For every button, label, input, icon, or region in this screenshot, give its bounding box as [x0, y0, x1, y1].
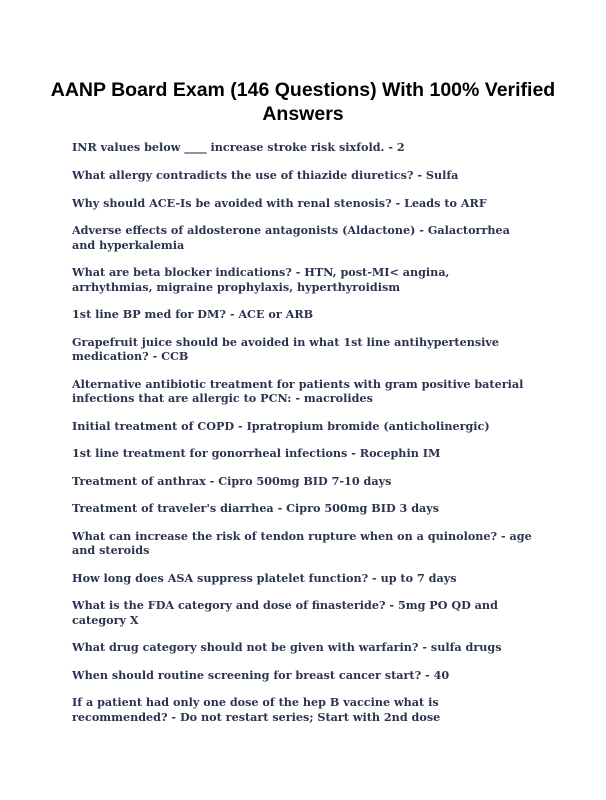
question-text: What is the FDA category and dose of finasteride?: [72, 598, 386, 613]
answer-text: Ipratropium bromide (anticholinergic): [246, 418, 490, 433]
answer-text: Rocephin IM: [359, 446, 441, 461]
answer-text: age and steroids: [72, 528, 532, 558]
question-text: Treatment of traveler's diarrhea: [72, 501, 274, 516]
answer-text: Galactorrhea and hyperkalemia: [72, 223, 510, 252]
question-text: What can increase the risk of tendon rupture when on a quinolone?: [72, 528, 498, 543]
question-text: When should routine screening for breast cancer start?: [72, 667, 422, 682]
question-text: Why should ACE-Is be avoided with renal stenosis?: [72, 195, 392, 210]
question-text: What are beta blocker indications?: [72, 265, 292, 280]
question-text: 1st line treatment for gonorrheal infections: [72, 446, 348, 461]
answer-text: Leads to ARF: [404, 195, 487, 210]
qa-item: 1st line BP med for DM? - ACE or ARB: [72, 307, 314, 322]
question-text: Initial treatment of COPD: [72, 418, 235, 433]
answer-text: macrolides: [303, 391, 373, 406]
answer-text: Cipro 500mg BID 3 days: [286, 501, 440, 516]
qa-item: What are beta blocker indications? - HTN, post-MI< angina, arrhythmias, migraine prophylaxis, hyperthyroidism: [72, 265, 450, 294]
question-text: Alternative antibiotic treatment for patients with gram positive baterial infections that are allergic to PCN:: [72, 376, 524, 406]
answer-text: Cipro 500mg BID 7-10 days: [218, 473, 392, 488]
question-text: Treatment of anthrax: [72, 473, 206, 488]
qa-item: Adverse effects of aldosterone antagonists (Aldactone) - Galactorrhea and hyperkalemia: [72, 223, 510, 252]
answer-text: HTN, post-MI< angina, arrhythmias, migraine prophylaxis, hyperthyroidism: [72, 265, 450, 294]
qa-item: Why should ACE-Is be avoided with renal stenosis? - Leads to ARF: [72, 195, 487, 210]
question-text: How long does ASA suppress platelet function?: [72, 570, 369, 585]
answer-text: 2: [396, 140, 405, 154]
question-text: What drug category should not be given with warfarin?: [72, 640, 419, 655]
question-text: What allergy contradicts the use of thiazide diuretics?: [72, 168, 414, 183]
qa-item: When should routine screening for breast cancer start? - 40: [72, 667, 450, 682]
answer-text: up to 7 days: [380, 570, 457, 585]
qa-item: 1st line treatment for gonorrheal infections - Rocephin IM: [72, 446, 441, 461]
qa-list: [72, 140, 532, 737]
qa-item: What drug category should not be given with warfarin? - sulfa drugs: [72, 640, 502, 655]
qa-item: INR values below ____ increase stroke risk sixfold. - 2: [72, 140, 405, 154]
qa-item: Alternative antibiotic treatment for patients with gram positive baterial infections that are allergic to PCN: - macrolides: [72, 376, 524, 406]
answer-text: CCB: [161, 349, 189, 364]
qa-item: Grapefruit juice should be avoided in what 1st line antihypertensive medication? - CCB: [72, 334, 499, 364]
answer-text: ACE or ARB: [238, 307, 314, 322]
question-text: 1st line BP med for DM?: [72, 307, 226, 322]
qa-item: Initial treatment of COPD - Ipratropium bromide (anticholinergic): [72, 418, 490, 433]
question-text: INR values below ____ increase stroke risk sixfold.: [72, 140, 385, 154]
qa-item: Treatment of anthrax - Cipro 500mg BID 7-10 days: [72, 473, 392, 488]
answer-text: sulfa drugs: [430, 640, 502, 655]
qa-item: How long does ASA suppress platelet function? - up to 7 days: [72, 570, 457, 585]
qa-item: What allergy contradicts the use of thiazide diuretics? - Sulfa: [72, 168, 459, 183]
document-title: AANP Board Exam (146 Questions) With 100% Verified Answers: [50, 79, 556, 125]
question-text: Grapefruit juice should be avoided in what 1st line antihypertensive medication?: [72, 334, 499, 364]
question-text: If a patient had only one dose of the hep B vaccine what is recommended?: [72, 695, 439, 724]
question-text: Adverse effects of aldosterone antagonists (Aldactone): [72, 223, 416, 238]
answer-text: 5mg PO QD and category X: [72, 598, 498, 627]
answer-text: Sulfa: [425, 168, 459, 183]
qa-item: What can increase the risk of tendon rupture when on a quinolone? - age and steroids: [72, 528, 532, 558]
answer-text: 40: [433, 667, 450, 682]
qa-item: Treatment of traveler's diarrhea - Cipro 500mg BID 3 days: [72, 501, 440, 516]
answer-text: Do not restart series; Start with 2nd dose: [179, 709, 441, 724]
qa-item: What is the FDA category and dose of finasteride? - 5mg PO QD and category X: [72, 598, 498, 627]
qa-item: If a patient had only one dose of the hep B vaccine what is recommended? - Do not restart series; Start with 2nd dose: [72, 695, 441, 724]
